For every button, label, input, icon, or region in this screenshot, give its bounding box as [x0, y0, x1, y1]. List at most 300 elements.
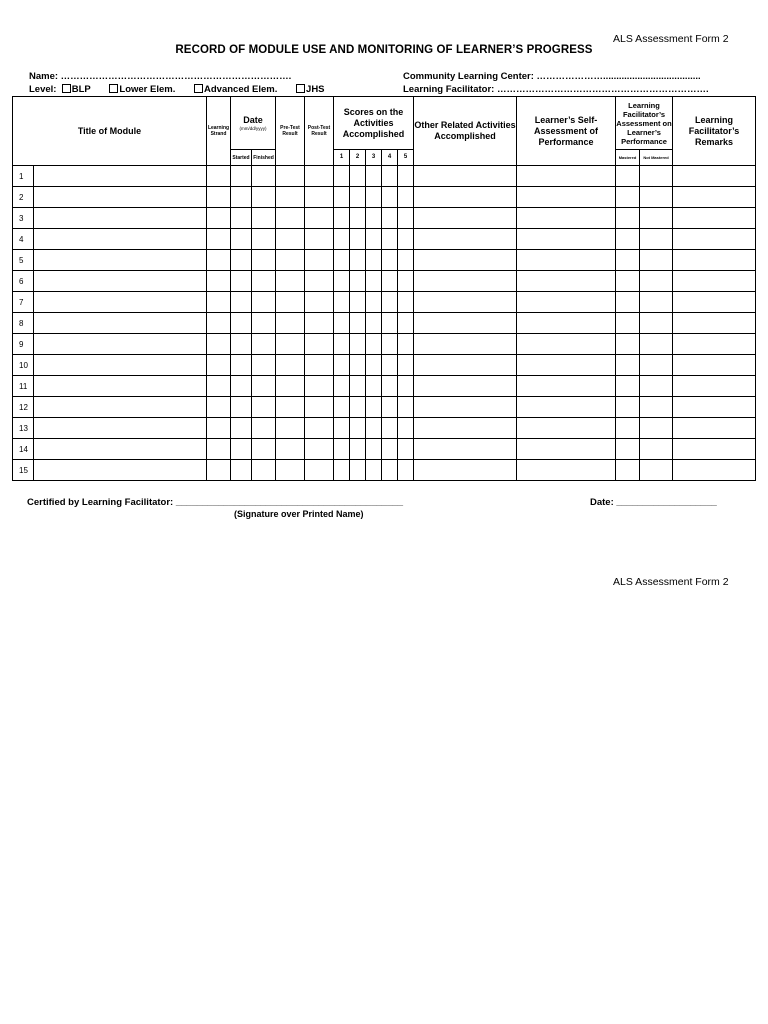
table-cell[interactable]: [34, 271, 207, 292]
row-number: 9: [13, 334, 34, 355]
table-cell[interactable]: [207, 376, 231, 397]
table-cell[interactable]: [207, 187, 231, 208]
table-cell[interactable]: [366, 334, 382, 355]
table-cell[interactable]: [252, 166, 276, 187]
table-cell[interactable]: [34, 313, 207, 334]
table-cell[interactable]: [517, 418, 616, 439]
level-option-jhs[interactable]: JHS: [296, 84, 324, 95]
row-number: 1: [13, 166, 34, 187]
table-cell[interactable]: [207, 271, 231, 292]
table-cell[interactable]: [398, 166, 414, 187]
table-cell[interactable]: [231, 166, 252, 187]
table-cell[interactable]: [231, 271, 252, 292]
table-cell[interactable]: [640, 292, 673, 313]
level-row: [29, 84, 341, 95]
level-label: Level:: [29, 84, 57, 95]
score-col-header: 5: [398, 150, 414, 166]
table-cell[interactable]: [305, 418, 334, 439]
table-cell[interactable]: [305, 187, 334, 208]
header-remarks: Learning Facilitator’s Remarks: [673, 97, 756, 166]
table-cell[interactable]: [366, 166, 382, 187]
table-cell[interactable]: [398, 397, 414, 418]
table-cell[interactable]: [640, 187, 673, 208]
checkbox-icon[interactable]: [296, 84, 305, 93]
table-cell[interactable]: [616, 418, 640, 439]
table-cell[interactable]: [673, 439, 756, 460]
table-cell[interactable]: [305, 313, 334, 334]
table-cell[interactable]: [207, 313, 231, 334]
table-cell[interactable]: [366, 355, 382, 376]
table-cell[interactable]: [517, 229, 616, 250]
table-cell[interactable]: [398, 313, 414, 334]
table-cell[interactable]: [34, 397, 207, 418]
table-cell[interactable]: [382, 376, 398, 397]
table-cell[interactable]: [334, 418, 350, 439]
table-cell[interactable]: [366, 250, 382, 271]
header-mastered: Mastered: [616, 150, 640, 166]
table-cell[interactable]: [517, 313, 616, 334]
row-number: 14: [13, 439, 34, 460]
table-cell[interactable]: [382, 334, 398, 355]
signature-caption: (Signature over Printed Name): [234, 509, 364, 519]
table-cell[interactable]: [350, 187, 366, 208]
table-row: [13, 313, 756, 334]
table-cell[interactable]: [252, 376, 276, 397]
form-id-bottom: ALS Assessment Form 2: [613, 576, 729, 588]
table-cell[interactable]: [276, 355, 305, 376]
table-cell[interactable]: [414, 460, 517, 481]
table-cell[interactable]: [673, 271, 756, 292]
table-cell[interactable]: [231, 292, 252, 313]
table-cell[interactable]: [673, 208, 756, 229]
table-cell[interactable]: [616, 229, 640, 250]
table-cell[interactable]: [616, 166, 640, 187]
table-cell[interactable]: [616, 355, 640, 376]
table-cell[interactable]: [366, 460, 382, 481]
header-scores: Scores on the Activities Accomplished: [334, 97, 414, 150]
table-cell[interactable]: [231, 355, 252, 376]
table-cell[interactable]: [334, 229, 350, 250]
table-cell[interactable]: [382, 418, 398, 439]
table-cell[interactable]: [382, 460, 398, 481]
table-cell[interactable]: [231, 439, 252, 460]
table-cell[interactable]: [616, 208, 640, 229]
level-option-blp[interactable]: BLP: [62, 84, 91, 95]
progress-table: [12, 96, 756, 481]
table-row: [13, 271, 756, 292]
checkbox-icon[interactable]: [109, 84, 118, 93]
row-number: 13: [13, 418, 34, 439]
table-cell[interactable]: [252, 460, 276, 481]
table-cell[interactable]: [517, 397, 616, 418]
table-cell[interactable]: [207, 292, 231, 313]
table-cell[interactable]: [382, 397, 398, 418]
table-cell[interactable]: [305, 460, 334, 481]
level-option-lower-elem[interactable]: Lower Elem.: [109, 84, 175, 95]
table-cell[interactable]: [231, 376, 252, 397]
table-cell[interactable]: [616, 460, 640, 481]
row-number: 5: [13, 250, 34, 271]
row-number: 7: [13, 292, 34, 313]
table-row: [13, 166, 756, 187]
table-cell[interactable]: [334, 460, 350, 481]
table-cell[interactable]: [334, 376, 350, 397]
table-cell[interactable]: [640, 166, 673, 187]
row-number: 4: [13, 229, 34, 250]
table-cell[interactable]: [517, 460, 616, 481]
table-cell[interactable]: [382, 166, 398, 187]
table-cell[interactable]: [398, 418, 414, 439]
table-cell[interactable]: [366, 292, 382, 313]
table-cell[interactable]: [398, 334, 414, 355]
table-cell[interactable]: [305, 292, 334, 313]
table-cell[interactable]: [207, 355, 231, 376]
table-cell[interactable]: [231, 208, 252, 229]
table-cell[interactable]: [305, 166, 334, 187]
date-format: (mm/dd/yyyy): [239, 126, 267, 131]
table-cell[interactable]: [673, 397, 756, 418]
table-cell[interactable]: [382, 250, 398, 271]
table-cell[interactable]: [366, 187, 382, 208]
table-cell[interactable]: [414, 418, 517, 439]
date-label: Date: [243, 115, 263, 125]
header-not-mastered: Not Mastered: [640, 150, 673, 166]
table-row: [13, 460, 756, 481]
table-cell[interactable]: [334, 187, 350, 208]
table-cell[interactable]: [207, 208, 231, 229]
table-cell[interactable]: [414, 439, 517, 460]
table-cell[interactable]: [231, 397, 252, 418]
table-cell[interactable]: [231, 334, 252, 355]
table-cell[interactable]: [398, 460, 414, 481]
table-cell[interactable]: [231, 187, 252, 208]
table-cell[interactable]: [366, 271, 382, 292]
community-center-field[interactable]: Community Learning Center: ………………….....................................: [403, 71, 701, 82]
table-cell[interactable]: [334, 292, 350, 313]
table-cell[interactable]: [252, 397, 276, 418]
table-cell[interactable]: [640, 439, 673, 460]
date-line[interactable]: Date: ___________________: [590, 497, 717, 508]
table-cell[interactable]: [414, 397, 517, 418]
table-cell[interactable]: [252, 250, 276, 271]
table-cell[interactable]: [252, 313, 276, 334]
table-cell[interactable]: [616, 250, 640, 271]
table-cell[interactable]: [640, 313, 673, 334]
table-cell[interactable]: [414, 313, 517, 334]
table-cell[interactable]: [276, 229, 305, 250]
table-cell[interactable]: [640, 397, 673, 418]
table-cell[interactable]: [673, 460, 756, 481]
table-cell[interactable]: [414, 208, 517, 229]
row-number: 11: [13, 376, 34, 397]
table-cell[interactable]: [207, 334, 231, 355]
table-cell[interactable]: [673, 418, 756, 439]
table-cell[interactable]: [414, 355, 517, 376]
table-cell[interactable]: [673, 250, 756, 271]
table-cell[interactable]: [207, 397, 231, 418]
table-cell[interactable]: [414, 229, 517, 250]
table-cell[interactable]: [640, 250, 673, 271]
table-cell[interactable]: [382, 292, 398, 313]
table-cell[interactable]: [334, 397, 350, 418]
table-cell[interactable]: [276, 313, 305, 334]
score-col-header: 4: [382, 150, 398, 166]
table-cell[interactable]: [673, 355, 756, 376]
table-cell[interactable]: [517, 334, 616, 355]
table-cell[interactable]: [673, 187, 756, 208]
table-cell[interactable]: [305, 376, 334, 397]
table-cell[interactable]: [414, 166, 517, 187]
table-cell[interactable]: [34, 250, 207, 271]
table-cell[interactable]: [334, 208, 350, 229]
table-cell[interactable]: [517, 292, 616, 313]
table-cell[interactable]: [382, 187, 398, 208]
table-cell[interactable]: [207, 229, 231, 250]
table-cell[interactable]: [366, 439, 382, 460]
form-title: RECORD OF MODULE USE AND MONITORING OF LEARNER’S PROGRESS: [175, 44, 593, 56]
table-cell[interactable]: [34, 166, 207, 187]
table-cell[interactable]: [350, 271, 366, 292]
table-cell[interactable]: [517, 376, 616, 397]
table-cell[interactable]: [334, 355, 350, 376]
table-cell[interactable]: [398, 439, 414, 460]
table-cell[interactable]: [34, 229, 207, 250]
table-cell[interactable]: [305, 397, 334, 418]
table-cell[interactable]: [252, 418, 276, 439]
table-cell[interactable]: [640, 229, 673, 250]
header-posttest: Post-Test Result: [305, 97, 334, 166]
table-cell[interactable]: [305, 334, 334, 355]
table-cell[interactable]: [334, 313, 350, 334]
table-cell[interactable]: [616, 439, 640, 460]
table-cell[interactable]: [398, 229, 414, 250]
table-cell[interactable]: [640, 208, 673, 229]
table-cell[interactable]: [517, 271, 616, 292]
table-cell[interactable]: [305, 208, 334, 229]
score-col-header: 1: [334, 150, 350, 166]
table-cell[interactable]: [252, 187, 276, 208]
table-cell[interactable]: [276, 166, 305, 187]
table-cell[interactable]: [517, 187, 616, 208]
table-row: [13, 376, 756, 397]
table-cell[interactable]: [252, 208, 276, 229]
table-cell[interactable]: [414, 187, 517, 208]
table-cell[interactable]: [276, 397, 305, 418]
table-cell[interactable]: [350, 355, 366, 376]
row-number: 6: [13, 271, 34, 292]
table-cell[interactable]: [231, 250, 252, 271]
row-number: 3: [13, 208, 34, 229]
table-cell[interactable]: [252, 439, 276, 460]
table-cell[interactable]: [382, 208, 398, 229]
row-number: 10: [13, 355, 34, 376]
table-cell[interactable]: [382, 313, 398, 334]
table-cell[interactable]: [207, 418, 231, 439]
table-row: [13, 439, 756, 460]
table-cell[interactable]: [34, 439, 207, 460]
table-cell[interactable]: [366, 397, 382, 418]
table-cell[interactable]: [366, 229, 382, 250]
table-cell[interactable]: [640, 334, 673, 355]
table-cell[interactable]: [517, 439, 616, 460]
header-date: [231, 97, 276, 150]
table-cell[interactable]: [252, 271, 276, 292]
table-cell[interactable]: [382, 439, 398, 460]
table-cell[interactable]: [366, 208, 382, 229]
table-cell[interactable]: [673, 334, 756, 355]
table-cell[interactable]: [252, 334, 276, 355]
table-row: [13, 250, 756, 271]
table-cell[interactable]: [231, 460, 252, 481]
certified-line[interactable]: Certified by Learning Facilitator: ___________________________________________: [27, 497, 404, 508]
table-cell[interactable]: [398, 187, 414, 208]
table-cell[interactable]: [616, 271, 640, 292]
table-cell[interactable]: [350, 397, 366, 418]
table-cell[interactable]: [350, 166, 366, 187]
table-cell[interactable]: [616, 397, 640, 418]
table-cell[interactable]: [414, 250, 517, 271]
level-option-advanced-elem[interactable]: Advanced Elem.: [194, 84, 277, 95]
facilitator-field[interactable]: Learning Facilitator: ………………………………………………………….: [403, 84, 709, 95]
table-cell[interactable]: [276, 460, 305, 481]
table-cell[interactable]: [640, 460, 673, 481]
table-cell[interactable]: [350, 292, 366, 313]
table-cell[interactable]: [640, 271, 673, 292]
table-cell[interactable]: [350, 334, 366, 355]
table-cell[interactable]: [34, 208, 207, 229]
table-cell[interactable]: [398, 355, 414, 376]
table-cell[interactable]: [252, 355, 276, 376]
table-cell[interactable]: [398, 208, 414, 229]
checkbox-icon[interactable]: [194, 84, 203, 93]
table-cell[interactable]: [517, 355, 616, 376]
row-number: 12: [13, 397, 34, 418]
table-cell[interactable]: [34, 187, 207, 208]
table-cell[interactable]: [616, 187, 640, 208]
table-cell[interactable]: [276, 271, 305, 292]
table-cell[interactable]: [366, 418, 382, 439]
table-cell[interactable]: [305, 355, 334, 376]
table-row: [13, 208, 756, 229]
table-cell[interactable]: [640, 418, 673, 439]
table-cell[interactable]: [382, 229, 398, 250]
table-cell[interactable]: [276, 439, 305, 460]
table-cell[interactable]: [276, 376, 305, 397]
table-cell[interactable]: [350, 460, 366, 481]
table-row: [13, 229, 756, 250]
header-pretest: Pre-Test Result: [276, 97, 305, 166]
header-learning-strand: Learning Strand: [207, 97, 231, 166]
table-cell[interactable]: [366, 376, 382, 397]
table-cell[interactable]: [334, 271, 350, 292]
table-cell[interactable]: [366, 313, 382, 334]
table-cell[interactable]: [616, 292, 640, 313]
table-cell[interactable]: [305, 229, 334, 250]
table-cell[interactable]: [517, 166, 616, 187]
table-cell[interactable]: [517, 208, 616, 229]
table-cell[interactable]: [34, 376, 207, 397]
table-cell[interactable]: [207, 439, 231, 460]
name-field[interactable]: Name: ……………………………………………………………….: [29, 71, 292, 82]
table-cell[interactable]: [382, 271, 398, 292]
table-cell[interactable]: [334, 166, 350, 187]
table-cell[interactable]: [673, 229, 756, 250]
table-cell[interactable]: [640, 376, 673, 397]
table-cell[interactable]: [350, 208, 366, 229]
table-cell[interactable]: [207, 460, 231, 481]
form-id: ALS Assessment Form 2: [613, 33, 729, 45]
header-other-activities: Other Related Activities Accomplished: [414, 97, 517, 166]
table-cell[interactable]: [276, 208, 305, 229]
table-cell[interactable]: [34, 334, 207, 355]
table-cell[interactable]: [414, 334, 517, 355]
table-cell[interactable]: [231, 229, 252, 250]
table-cell[interactable]: [34, 355, 207, 376]
table-cell[interactable]: [398, 271, 414, 292]
table-cell[interactable]: [350, 439, 366, 460]
table-cell[interactable]: [334, 334, 350, 355]
table-cell[interactable]: [414, 376, 517, 397]
table-cell[interactable]: [398, 292, 414, 313]
table-cell[interactable]: [382, 355, 398, 376]
table-row: [13, 397, 756, 418]
row-number: 15: [13, 460, 34, 481]
table-cell[interactable]: [350, 376, 366, 397]
table-cell[interactable]: [34, 292, 207, 313]
table-cell[interactable]: [305, 250, 334, 271]
table-row: [13, 418, 756, 439]
table-cell[interactable]: [252, 292, 276, 313]
table-cell[interactable]: [350, 229, 366, 250]
table-cell[interactable]: [673, 166, 756, 187]
table-cell[interactable]: [276, 292, 305, 313]
table-cell[interactable]: [231, 313, 252, 334]
table-cell[interactable]: [616, 334, 640, 355]
table-cell[interactable]: [207, 250, 231, 271]
table-cell[interactable]: [414, 271, 517, 292]
table-cell[interactable]: [398, 376, 414, 397]
table-cell[interactable]: [276, 187, 305, 208]
table-cell[interactable]: [207, 166, 231, 187]
table-cell[interactable]: [640, 355, 673, 376]
table-cell[interactable]: [350, 418, 366, 439]
table-cell[interactable]: [616, 313, 640, 334]
checkbox-icon[interactable]: [62, 84, 71, 93]
table-cell[interactable]: [305, 271, 334, 292]
table-cell[interactable]: [334, 439, 350, 460]
table-cell[interactable]: [673, 292, 756, 313]
table-cell[interactable]: [305, 439, 334, 460]
table-cell[interactable]: [673, 376, 756, 397]
table-cell[interactable]: [616, 376, 640, 397]
table-cell[interactable]: [673, 313, 756, 334]
table-cell[interactable]: [334, 250, 350, 271]
table-cell[interactable]: [414, 292, 517, 313]
table-cell[interactable]: [252, 229, 276, 250]
table-cell[interactable]: [276, 250, 305, 271]
table-cell[interactable]: [350, 313, 366, 334]
table-cell[interactable]: [276, 418, 305, 439]
table-cell[interactable]: [34, 460, 207, 481]
table-cell[interactable]: [517, 250, 616, 271]
table-cell[interactable]: [276, 334, 305, 355]
table-cell[interactable]: [34, 418, 207, 439]
table-row: [13, 187, 756, 208]
table-cell[interactable]: [231, 418, 252, 439]
header-lf-assessment: Learning Facilitator’s Assessment on Learner’s Performance: [616, 97, 673, 150]
table-cell[interactable]: [350, 250, 366, 271]
table-cell[interactable]: [398, 250, 414, 271]
